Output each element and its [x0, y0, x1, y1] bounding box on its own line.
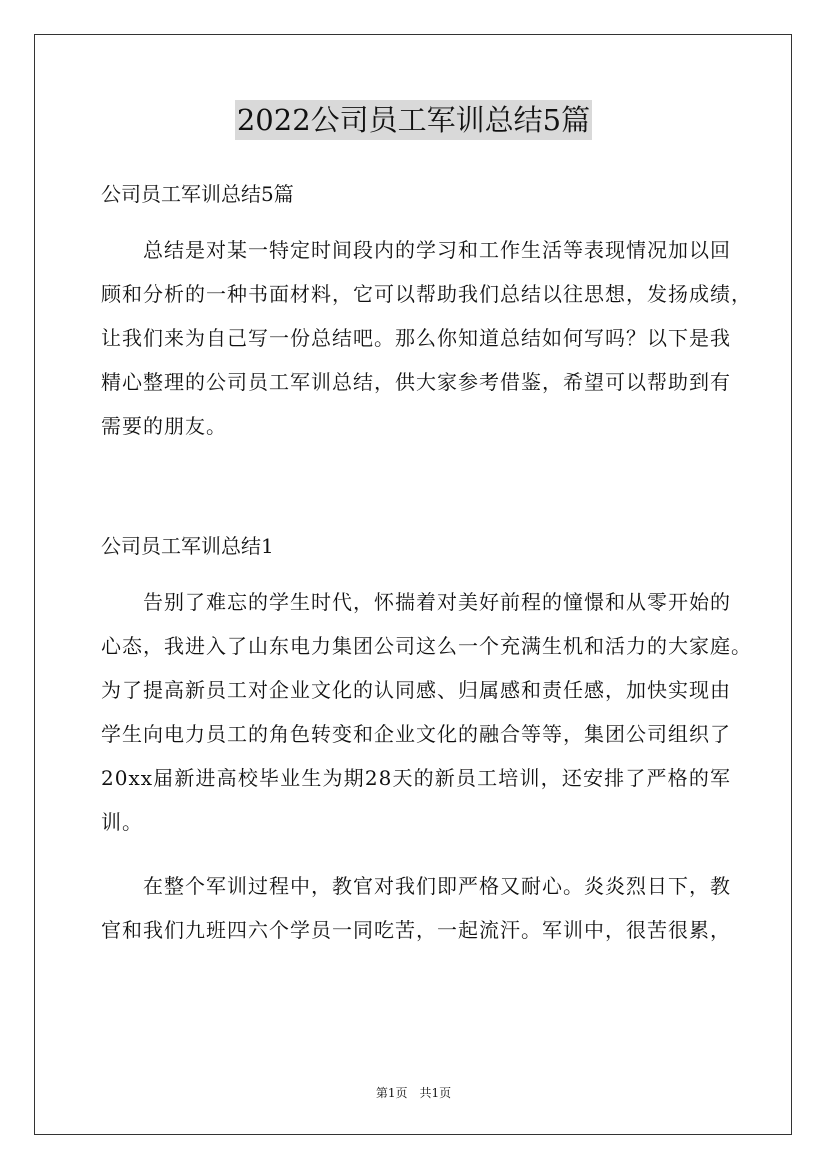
paragraph-line: 精心整理的公司员工军训总结，供大家参考借鉴，希望可以帮助到有	[101, 370, 731, 394]
paragraph-line: 让我们来为自己写一份总结吧。那么你知道总结如何写吗？以下是我	[101, 326, 731, 350]
document-title: 2022公司员工军训总结5篇	[235, 100, 592, 140]
paragraph-line: 为了提高新员工对企业文化的认同感、归属感和责任感，加快实现由	[101, 678, 731, 702]
section-paragraph	[101, 864, 731, 952]
paragraph-line: 在整个军训过程中，教官对我们即严格又耐心。炎炎烈日下，教	[143, 874, 731, 898]
title-container	[0, 100, 827, 140]
section-paragraph	[101, 580, 752, 844]
paragraph-line: 训。	[101, 810, 143, 834]
paragraph-line: 需要的朋友。	[101, 414, 227, 438]
paragraph-line: 20xx届新进高校毕业生为期28天的新员工培训，还安排了严格的军	[101, 766, 731, 790]
paragraph-line: 学生向电力员工的角色转变和企业文化的融合等等，集团公司组织了	[101, 722, 731, 746]
section-heading: 公司员工军训总结1	[101, 534, 274, 558]
page-footer: 第1页 共1页	[375, 1086, 452, 1100]
paragraph-line: 心态，我进入了山东电力集团公司这么一个充满生机和活力的大家庭。	[101, 634, 752, 658]
intro-paragraph	[101, 228, 752, 448]
paragraph-line: 告别了难忘的学生时代，怀揣着对美好前程的憧憬和从零开始的	[143, 590, 731, 614]
document-body	[101, 174, 752, 972]
paragraph-line: 官和我们九班四六个学员一同吃苦，一起流汗。军训中，很苦很累，	[101, 918, 731, 942]
document-subtitle: 公司员工军训总结5篇	[101, 182, 294, 206]
paragraph-line: 顾和分析的一种书面材料，它可以帮助我们总结以往思想，发扬成绩，	[101, 282, 752, 306]
paragraph-line: 总结是对某一特定时间段内的学习和工作生活等表现情况加以回	[143, 238, 731, 262]
